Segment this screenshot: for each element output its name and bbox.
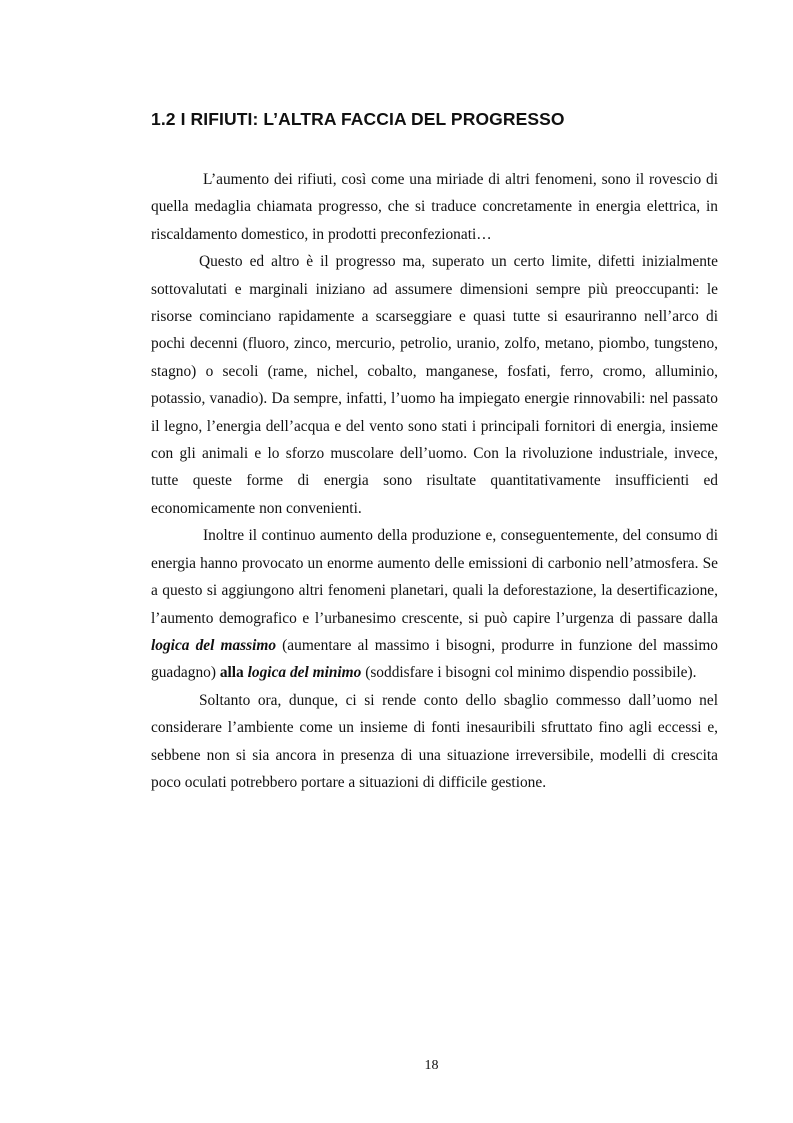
paragraph-3-part-4: (soddisfare i bisogni col minimo dispendio possibile). bbox=[361, 664, 697, 682]
paragraph-3-part-2: (aumentare al massimo i bisogni, produrre in funzione del massimo guadagno) bbox=[151, 636, 718, 682]
bold-alla: alla bbox=[219, 664, 244, 682]
paragraph-2: Questo ed altro è il progresso ma, superato un certo limite, difetti inizialmente sottovalutati e marginali iniziano ad assumere dimensioni sempre più preoccupanti: le risorse cominciano rapidamente a scarseggiare e quasi tutte si esauriranno nell’arco di pochi decenni (fluoro, zinco, mercurio, petrolio, uranio, zolfo, metano, piombo, tungsteno, stagno) o secoli (rame, nichel, cobalto, manganese, fosfati, ferro, cromo, alluminio, potassio, vanadio). Da sempre, infatti, l’uomo ha impiegato energie rinnovabili: nel passato il legno, l’energia dell’acqua e del vento sono stati i principali fornitori di energia, insieme con gli animali e lo sforzo muscolare dell’uomo. Con la rivoluzione industriale, invece, tutte queste forme di energia sono risultate quantitativamente insufficienti ed economicamente non convenienti. bbox=[151, 253, 718, 517]
section-heading: 1.2 I RIFIUTI: L’ALTRA FACCIA DEL PROGRESSO bbox=[151, 109, 565, 129]
body-text bbox=[151, 166, 718, 796]
emphasis-logica-del-minimo: logica del minimo bbox=[247, 664, 362, 682]
page-number: 18 bbox=[424, 1058, 439, 1073]
paragraph-3 bbox=[151, 522, 718, 686]
emphasis-logica-del-massimo: logica del massimo bbox=[151, 636, 277, 654]
paragraph-4: Soltanto ora, dunque, ci si rende conto dello sbaglio commesso dall’uomo nel considerare l’ambiente come un insieme di fonti inesauribili sfruttato fino agli eccessi e, sebbene non si sia ancora in presenza di una situazione irreversibile, modelli di crescita poco oculati potrebbero portare a situazioni di difficile gestione. bbox=[151, 691, 718, 791]
paragraph-1: L’aumento dei rifiuti, così come una miriade di altri fenomeni, sono il rovescio di quella medaglia chiamata progresso, che si traduce concretamente in energia elettrica, in riscaldamento domestico, in prodotti preconfezionati… bbox=[151, 171, 718, 243]
paragraph-3-part-1: Inoltre il continuo aumento della produzione e, conseguentemente, del consumo di energia hanno provocato un enorme aumento delle emissioni di carbonio nell’atmosfera. Se a questo si aggiungono altri fenomeni planetari, quali la deforestazione, la desertificazione, l’aumento demografico e l’urbanesimo crescente, si può capire l’urgenza di passare dalla bbox=[151, 527, 718, 627]
